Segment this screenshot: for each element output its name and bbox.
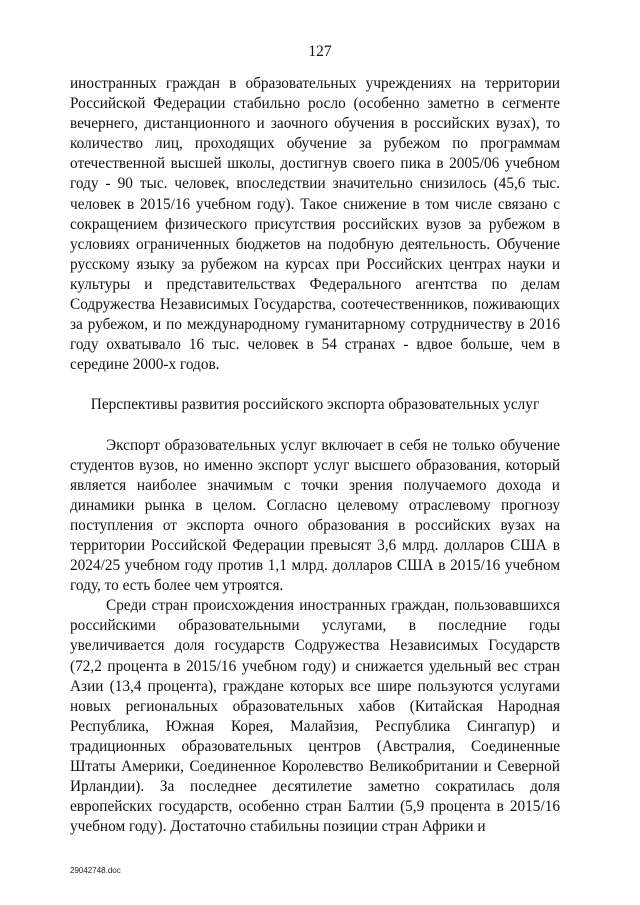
paragraph-export-services: Экспорт образовательных услуг включает в себя не только обучение студентов вузов, но именно экспорт услуг высшего образования, который является наиболее значимым с точки зрения получаемого дохода и динамики рынка в целом. Согласно целевому отраслевому прогнозу поступления от экспорта очного образования в российских вузах на территории Российской Федерации превысят 3,6 млрд. долларов США в 2024/25 учебном году против 1,1 млрд. долларов США в 2015/16 учебном году, то есть более чем утроятся. xyxy=(70,436,560,595)
paragraph-countries-of-origin: Среди стран происхождения иностранных граждан, пользовавшихся российскими образовательными услугами, в последние годы увеличивается доля государств Содружества Независимых Государств (72,2 процента в 2015/16 учебном году) и снижается удельный вес стран Азии (13,4 процента), граждане которых все шире пользуются услугами новых региональных образовательных хабов (Китайская Народная Республика, Южная Корея, Малайзия, Республика Сингапур) и традиционных образовательных центров (Австралия, Соединенные Штаты Америки, Соединенное Королевство Великобритании и Северной Ирландии). За последнее десятилетие заметно сократилась доля европейских государств, особенно стран Балтии (5,9 процента в 2015/16 учебном году). Достаточно стабильны позиции стран Африки и xyxy=(70,597,560,836)
section-heading: Перспективы развития российского экспорта образовательных услуг xyxy=(90,396,540,414)
page-number: 127 xyxy=(308,43,332,60)
paragraph-continuation: иностранных граждан в образовательных учреждениях на территории Российской Федерации стабильно росло (особенно заметно в сегменте вечернего, дистанционного и заочного обучения в российских вузах), то количество лиц, проходящих обучение за рубежом по программам отечественной высшей школы, достигнув своего пика в 2005/06 учебном году - 90 тыс. человек, впоследствии значительно снизилось (45,6 тыс. человек в 2015/16 учебном году). Такое снижение в том числе связано с сокращением физического присутствия российских вузов за рубежом в условиях ограниченных бюджетов на подобную деятельность. Обучение русскому языку за рубежом на курсах при Российских центрах науки и культуры и представительствах Федерального агентства по делам Содружества Независимых Государства, соотечественников, поживающих за рубежом, и по международному гуманитарному сотрудничеству в 2016 году охватывало 16 тыс. человек в 54 странах - вдвое больше, чем в середине 2000-х годов. xyxy=(70,75,560,374)
footer-file-name: 29042748.doc xyxy=(70,866,121,875)
document-body xyxy=(70,74,560,837)
